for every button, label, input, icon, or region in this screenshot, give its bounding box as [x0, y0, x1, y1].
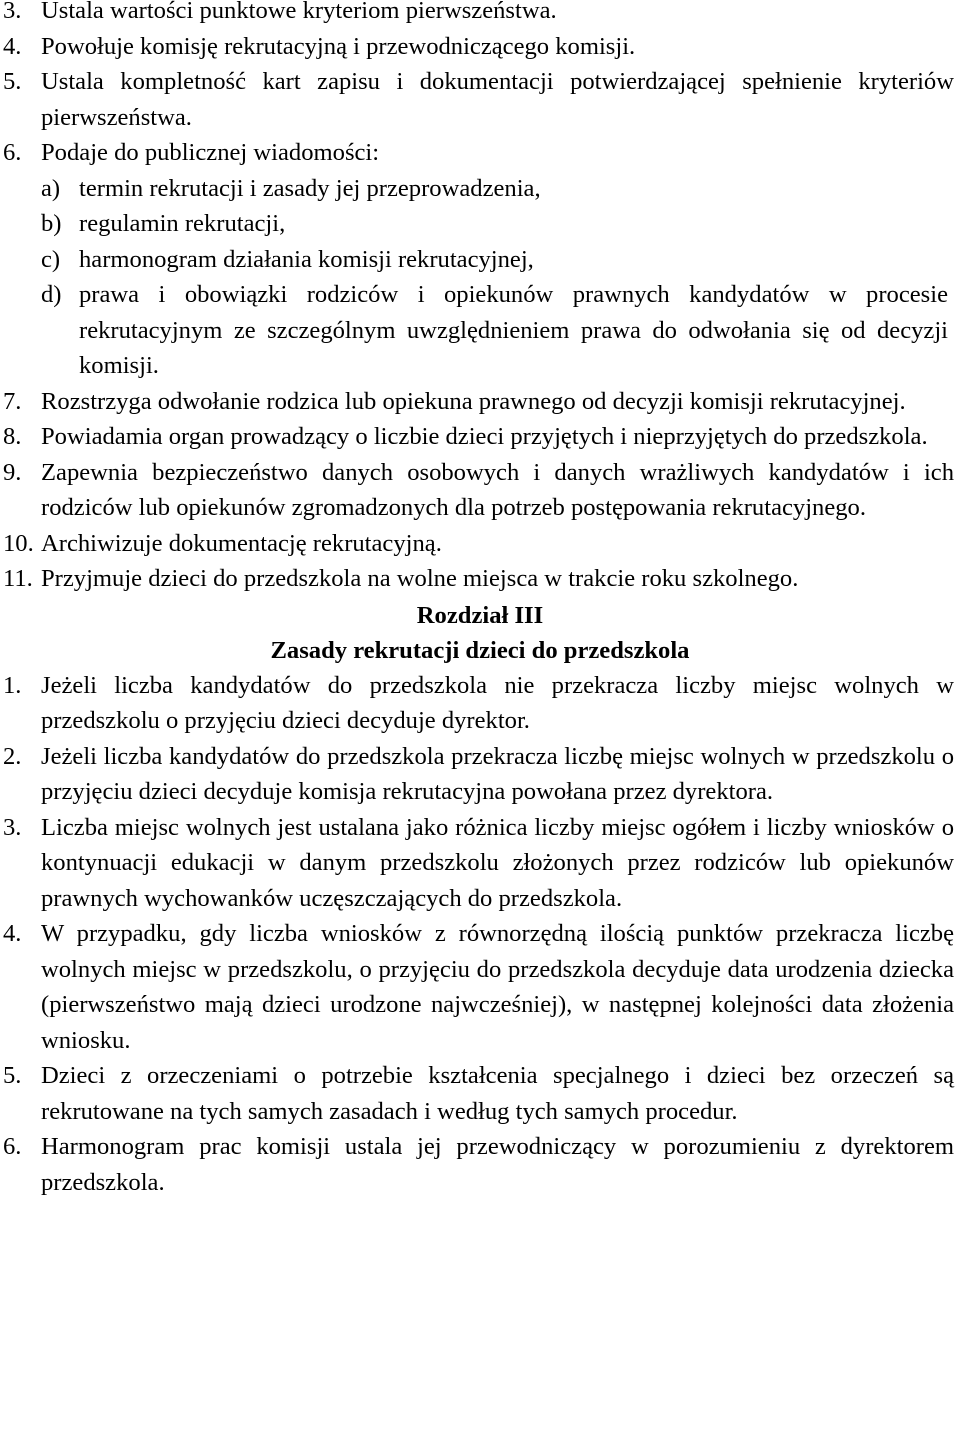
item-number: 2. — [3, 742, 22, 770]
item-number: 1. — [3, 671, 22, 699]
item-text: Jeżeli liczba kandydatów do przedszkola nie przekracza liczby miejsc wolnych w przedszkolu o przyjęciu dzieci decyduje dyrektor. — [41, 671, 954, 734]
list-item — [0, 561, 960, 597]
sub-list-item — [0, 242, 954, 278]
list-item — [0, 810, 960, 917]
item-text: Powołuje komisję rekrutacyjną i przewodniczącego komisji. — [41, 32, 636, 60]
item-text: Archiwizuje dokumentację rekrutacyjną. — [41, 529, 442, 557]
list-item — [0, 64, 960, 135]
item-number: 9. — [3, 458, 22, 486]
item-text: Rozstrzyga odwołanie rodzica lub opiekuna prawnego od decyzji komisji rekrutacyjnej. — [41, 387, 906, 415]
sub-list-item — [0, 206, 954, 242]
recruitment-rules-list — [0, 668, 960, 1201]
item-number: 5. — [3, 68, 22, 95]
item-text: Powiadamia organ prowadzący o liczbie dzieci przyjętych i nieprzyjętych do przedszkola. — [41, 423, 928, 450]
item-text: Harmonogram prac komisji ustala jej przewodniczący w porozumieniu z dyrektorem przedszkola. — [41, 1133, 954, 1196]
list-item — [0, 1058, 960, 1129]
list-item — [0, 526, 960, 562]
chapter-number: Rozdział III — [416, 601, 544, 629]
item-number: 4. — [3, 920, 22, 947]
item-text: Liczba miejsc wolnych jest ustalana jako różnica liczby miejsc ogółem i liczby wniosków o kontynuacji edukacji w danym przedszkolu złożonych przez rodziców lub opiekunów prawnych wychowanków uczęszczających do przedszkola. — [41, 813, 954, 912]
item-text: W przypadku, gdy liczba wniosków z równorzędną ilością punktów przekracza liczbę wolnych miejsc w przedszkolu, o przyjęciu do przedszkola decyduje data urodzenia dziecka (pierwszeństwo mają dzieci urodzone najwcześniej), w następnej kolejności data złożenia wniosku. — [41, 920, 954, 1054]
list-item — [0, 1129, 960, 1200]
item-number: 4. — [3, 32, 22, 60]
item-text: Zapewnia bezpieczeństwo danych osobowych i danych wrażliwych kandydatów i ich rodziców lub opiekunów zgromadzonych dla potrzeb postępowania rekrutacyjnego. — [41, 458, 954, 521]
list-item — [0, 455, 960, 526]
item-number: 11. — [3, 565, 33, 592]
sub-item-letter: c) — [41, 245, 61, 273]
item-text: Jeżeli liczba kandydatów do przedszkola przekracza liczbę miejsc wolnych w przedszkolu o przyjęciu dzieci decyduje komisja rekrutacyjna powołana przez dyrektora. — [41, 742, 954, 805]
sub-list-item — [0, 171, 954, 207]
item-text: Ustala kompletność kart zapisu i dokumentacji potwierdzającej spełnienie kryteriów pierwszeństwa. — [41, 68, 954, 131]
sub-item-text: harmonogram działania komisji rekrutacyjnej, — [79, 245, 534, 273]
item-number: 5. — [3, 1062, 22, 1089]
chapter-title: Zasady rekrutacji dzieci do przedszkola — [270, 636, 690, 664]
item-text: Podaje do publicznej wiadomości: — [41, 139, 380, 166]
item-number: 6. — [3, 1133, 22, 1160]
sub-item-letter: a) — [41, 174, 61, 202]
sub-item-letter: d) — [41, 281, 62, 308]
list-item — [0, 668, 960, 739]
item-text: Ustala wartości punktowe kryteriom pierwszeństwa. — [41, 0, 557, 24]
sub-item-text: regulamin rekrutacji, — [79, 210, 286, 237]
list-item — [0, 384, 960, 420]
publication-sublist — [41, 171, 954, 384]
item-text: Dzieci z orzeczeniami o potrzebie kształcenia specjalnego i dzieci bez orzeczeń są rekrutowane na tych samych zasadach i według tych samych procedur. — [41, 1062, 954, 1125]
item-number: 10. — [3, 529, 34, 557]
list-item — [0, 0, 960, 29]
item-number: 8. — [3, 423, 22, 450]
item-number: 3. — [3, 0, 22, 24]
list-item — [0, 739, 960, 810]
list-item — [0, 419, 960, 455]
list-item — [0, 916, 960, 1058]
list-item — [0, 135, 960, 384]
sub-list-item — [0, 277, 954, 384]
sub-item-text: termin rekrutacji i zasady jej przeprowadzenia, — [79, 174, 541, 202]
sub-item-letter: b) — [41, 210, 62, 237]
duties-list — [0, 0, 960, 597]
list-item — [0, 29, 960, 65]
item-number: 3. — [3, 813, 22, 841]
item-number: 6. — [3, 139, 22, 166]
item-number: 7. — [3, 387, 22, 415]
sub-item-text: prawa i obowiązki rodziców i opiekunów prawnych kandydatów w procesie rekrutacyjnym ze szczególnym uwzględnieniem prawa do odwołania się od decyzji komisji. — [79, 281, 948, 379]
item-text: Przyjmuje dzieci do przedszkola na wolne miejsca w trakcie roku szkolnego. — [41, 565, 799, 592]
